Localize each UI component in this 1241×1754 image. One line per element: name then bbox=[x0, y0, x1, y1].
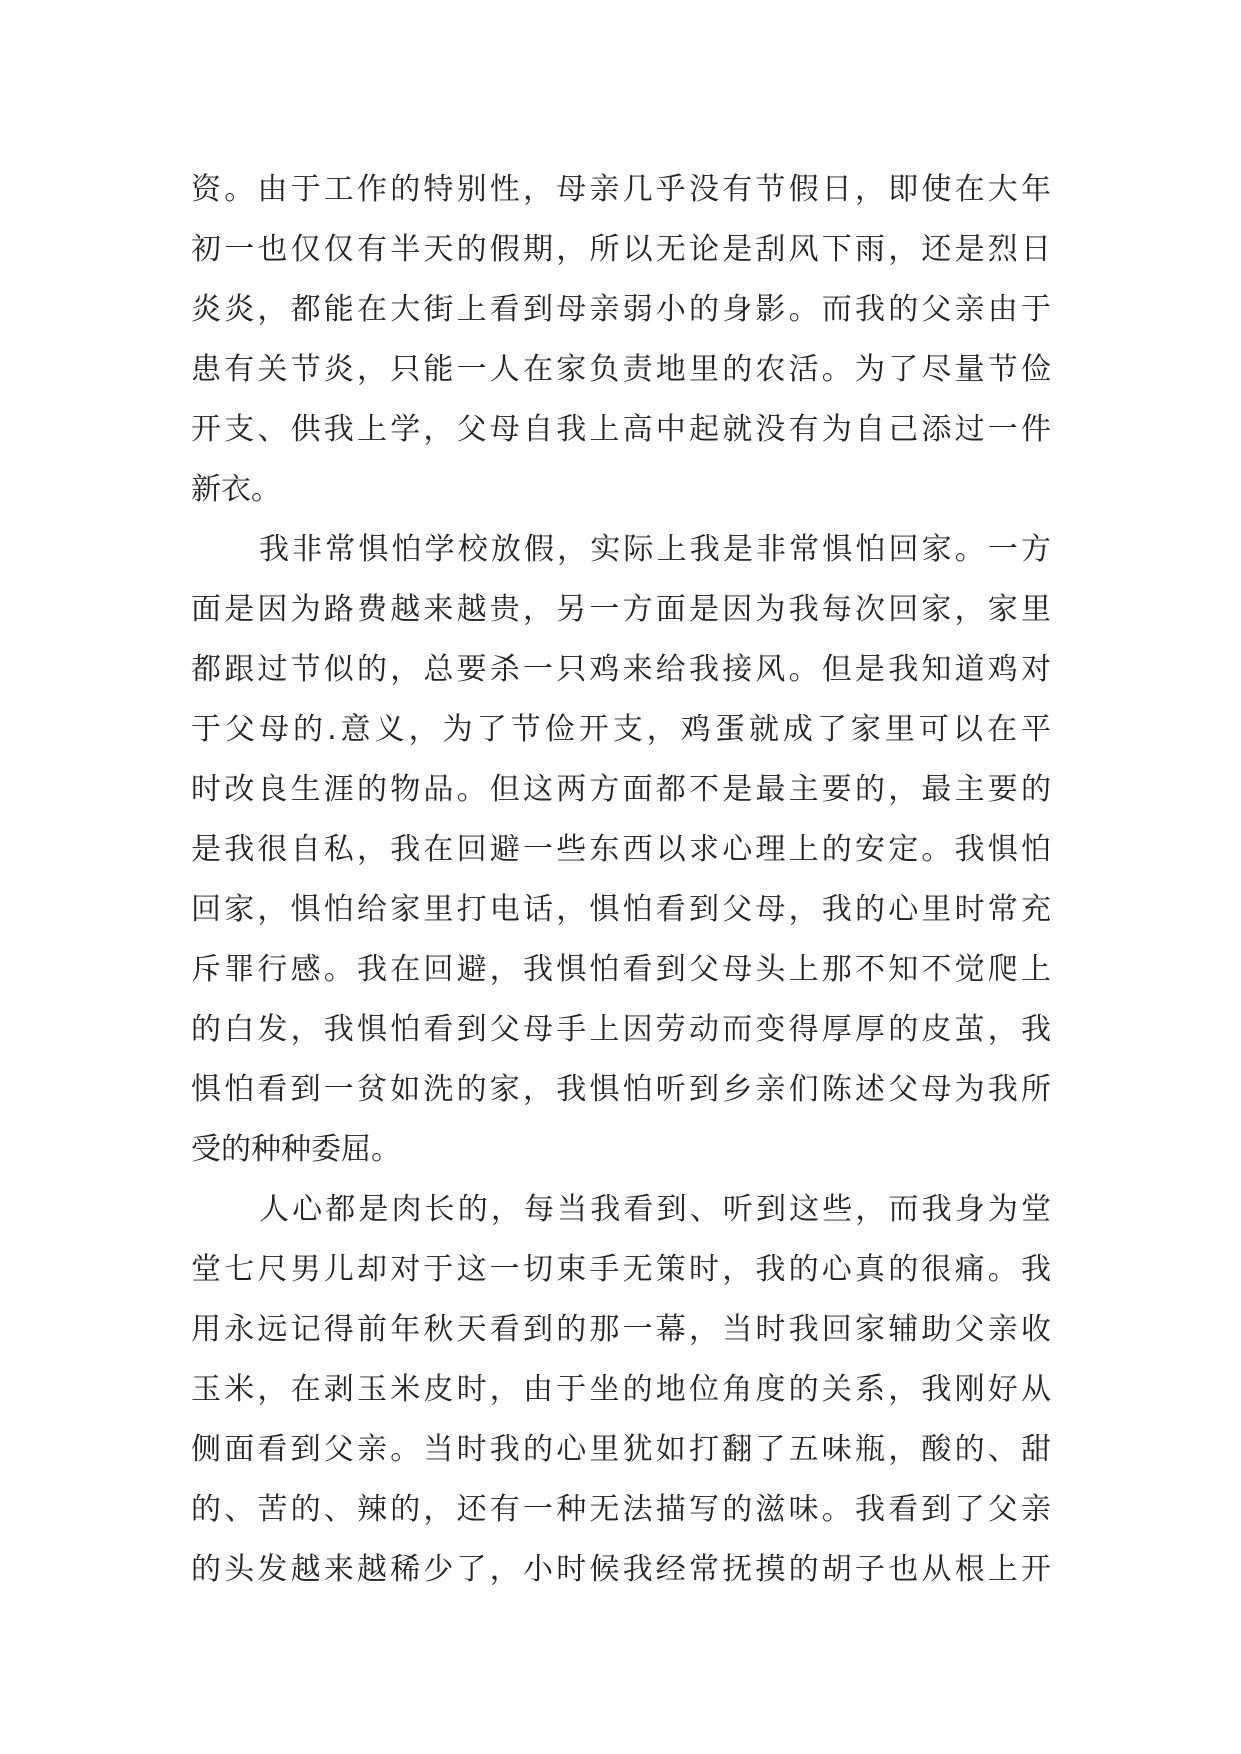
text-line: 初一也仅仅有半天的假期，所以无论是刮风下雨，还是烈日 bbox=[191, 232, 1051, 267]
text-line: 时改良生涯的物品。但这两方面都不是最主要的，最主要的 bbox=[191, 772, 1051, 807]
text-line: 的头发越来越稀少了，小时候我经常抚摸的胡子也从根上开 bbox=[191, 1552, 1051, 1587]
text-line: 患有关节炎，只能一人在家负责地里的农活。为了尽量节俭 bbox=[191, 352, 1051, 387]
text-line: 的、苦的、辣的，还有一种无法描写的滋味。我看到了父亲 bbox=[191, 1492, 1051, 1527]
text-line: 是我很自私，我在回避一些东西以求心理上的安定。我惧怕 bbox=[191, 832, 1051, 867]
text-line: 用永远记得前年秋天看到的那一幕，当时我回家辅助父亲收 bbox=[191, 1312, 1051, 1347]
text-line: 面是因为路费越来越贵，另一方面是因为我每次回家，家里 bbox=[191, 592, 1051, 627]
text-line: 人心都是肉长的，每当我看到、听到这些，而我身为堂 bbox=[259, 1192, 1051, 1227]
text-line: 开支、供我上学，父母自我上高中起就没有为自己添过一件 bbox=[191, 412, 1051, 447]
text-line: 资。由于工作的特别性，母亲几乎没有节假日，即使在大年 bbox=[191, 172, 1051, 207]
text-line: 新衣。 bbox=[191, 472, 281, 507]
body-text bbox=[191, 160, 1051, 1600]
text-line: 我非常惧怕学校放假，实际上我是非常惧怕回家。一方 bbox=[259, 532, 1051, 567]
paragraph bbox=[191, 160, 1051, 520]
text-line: 回家，惧怕给家里打电话，惧怕看到父母，我的心里时常充 bbox=[191, 892, 1051, 927]
paragraph bbox=[191, 520, 1051, 1180]
text-line: 堂七尺男儿却对于这一切束手无策时，我的心真的很痛。我 bbox=[191, 1252, 1051, 1287]
text-line: 受的种种委屈。 bbox=[191, 1132, 401, 1167]
paragraph bbox=[191, 1180, 1051, 1600]
text-line: 斥罪行感。我在回避，我惧怕看到父母头上那不知不觉爬上 bbox=[191, 952, 1051, 987]
text-line: 侧面看到父亲。当时我的心里犹如打翻了五味瓶，酸的、甜 bbox=[191, 1432, 1051, 1467]
text-line: 炎炎，都能在大街上看到母亲弱小的身影。而我的父亲由于 bbox=[191, 292, 1051, 327]
text-line: 于父母的.意义，为了节俭开支，鸡蛋就成了家里可以在平 bbox=[191, 712, 1051, 747]
text-line: 的白发，我惧怕看到父母手上因劳动而变得厚厚的皮茧，我 bbox=[191, 1012, 1051, 1047]
text-line: 都跟过节似的，总要杀一只鸡来给我接风。但是我知道鸡对 bbox=[191, 652, 1051, 687]
text-line: 玉米，在剥玉米皮时，由于坐的地位角度的关系，我刚好从 bbox=[191, 1372, 1051, 1407]
text-line: 惧怕看到一贫如洗的家，我惧怕听到乡亲们陈述父母为我所 bbox=[191, 1072, 1051, 1107]
